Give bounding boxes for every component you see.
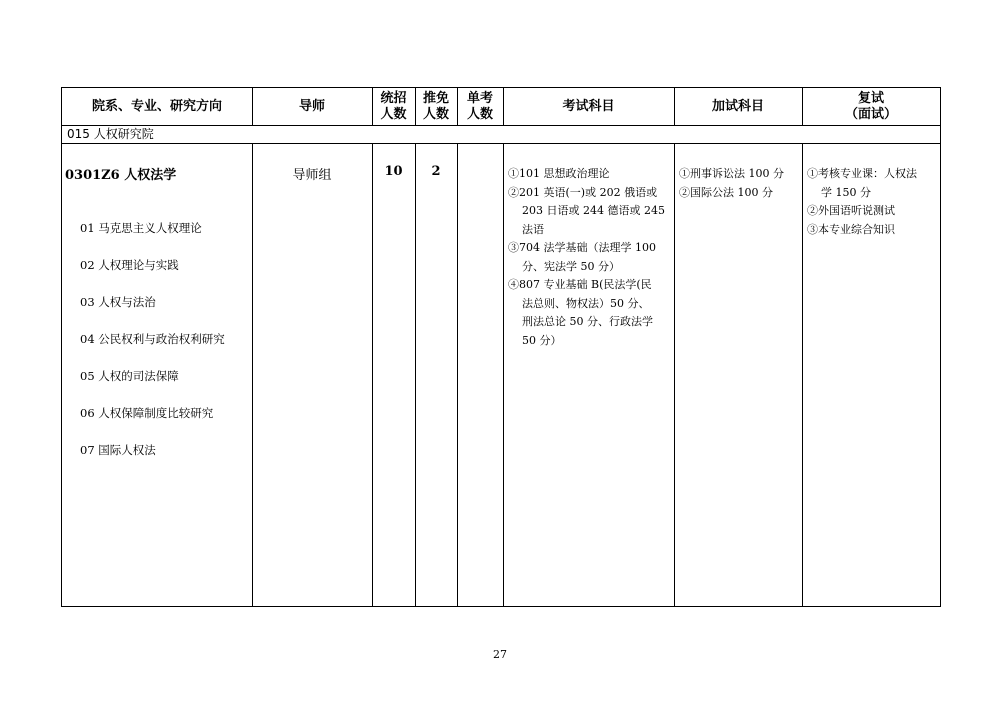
extra-line: ②国际公法 100 分 [679,185,773,199]
direction-item: 04 公民权利与政治权利研究 [80,332,225,346]
direction-item: 07 国际人权法 [80,443,156,457]
exam-line: ①101 思想政治理论 [508,167,610,180]
header-mentor [252,88,372,125]
header-retest-line1: 复试 [857,90,884,106]
direction-item: 03 人权与法治 [80,295,156,309]
exam-line: 法语 [522,222,544,236]
header-exam-label: 考试科目 [562,98,615,114]
col-line [372,143,373,606]
header-single-line1: 单考 [466,90,493,106]
exam-line: ④807 专业基础 B(民法学(民 [508,278,652,291]
col-line [802,143,803,606]
exam-line: 法总则、物权法）50 分、 [522,296,650,310]
col-line [415,143,416,606]
department-name: 015 人权研究院 [67,127,154,141]
header-extra [674,88,802,125]
major-name: 0301Z6 人权法学 [65,168,177,183]
recommended-count: 2 [431,164,441,179]
header-unified-line1: 统招 [380,90,407,106]
direction-item: 02 人权理论与实践 [80,258,179,272]
retest-line: ①考核专业课：人权法 [807,167,917,180]
header-recommended-line1: 推免 [422,90,449,106]
exam-line: ②201 英语(一)或 202 俄语或 [508,185,658,199]
retest-line: 学 150 分 [821,185,871,199]
retest-subjects [807,165,917,239]
enrollment-table [61,87,941,607]
exam-line: 50 分） [522,333,562,347]
header-dept [62,88,252,125]
header-retest [802,88,940,125]
exam-line: 刑法总论 50 分、行政法学 [522,315,653,328]
unified-count: 10 [384,164,403,179]
mentor-value: 导师组 [292,168,332,183]
header-exam [503,88,674,125]
retest-line: ③本专业综合知识 [807,222,895,236]
header-retest-line2: （面试） [844,106,897,122]
header-single [457,88,503,125]
direction-item: 05 人权的司法保障 [80,369,179,383]
header-extra-label: 加试科目 [711,98,764,114]
direction-item: 01 马克思主义人权理论 [80,221,202,235]
header-recommended-line2: 人数 [422,106,449,122]
exam-line: ③704 法学基础（法理学 100 [508,241,656,254]
header-mentor-label: 导师 [298,98,325,114]
header-single-line2: 人数 [466,106,493,122]
extra-subjects [679,165,784,202]
header-dept-label: 院系、专业、研究方向 [91,98,222,114]
header-recommended [415,88,457,125]
direction-item: 06 人权保障制度比较研究 [80,406,214,420]
retest-line: ②外国语听说测试 [807,204,895,217]
exam-line: 203 日语或 244 德语或 245 [522,204,665,217]
exam-line: 分、宪法学 50 分） [522,259,620,273]
exam-subjects [508,165,665,350]
page-number: 27 [493,648,507,661]
dept-divider [62,143,940,144]
extra-line: ①刑事诉讼法 100 分 [679,167,784,180]
header-divider [62,125,940,126]
col-line [674,143,675,606]
col-line [503,143,504,606]
col-line [457,143,458,606]
header-unified [372,88,415,125]
header-unified-line2: 人数 [380,106,407,122]
col-line [252,143,253,606]
